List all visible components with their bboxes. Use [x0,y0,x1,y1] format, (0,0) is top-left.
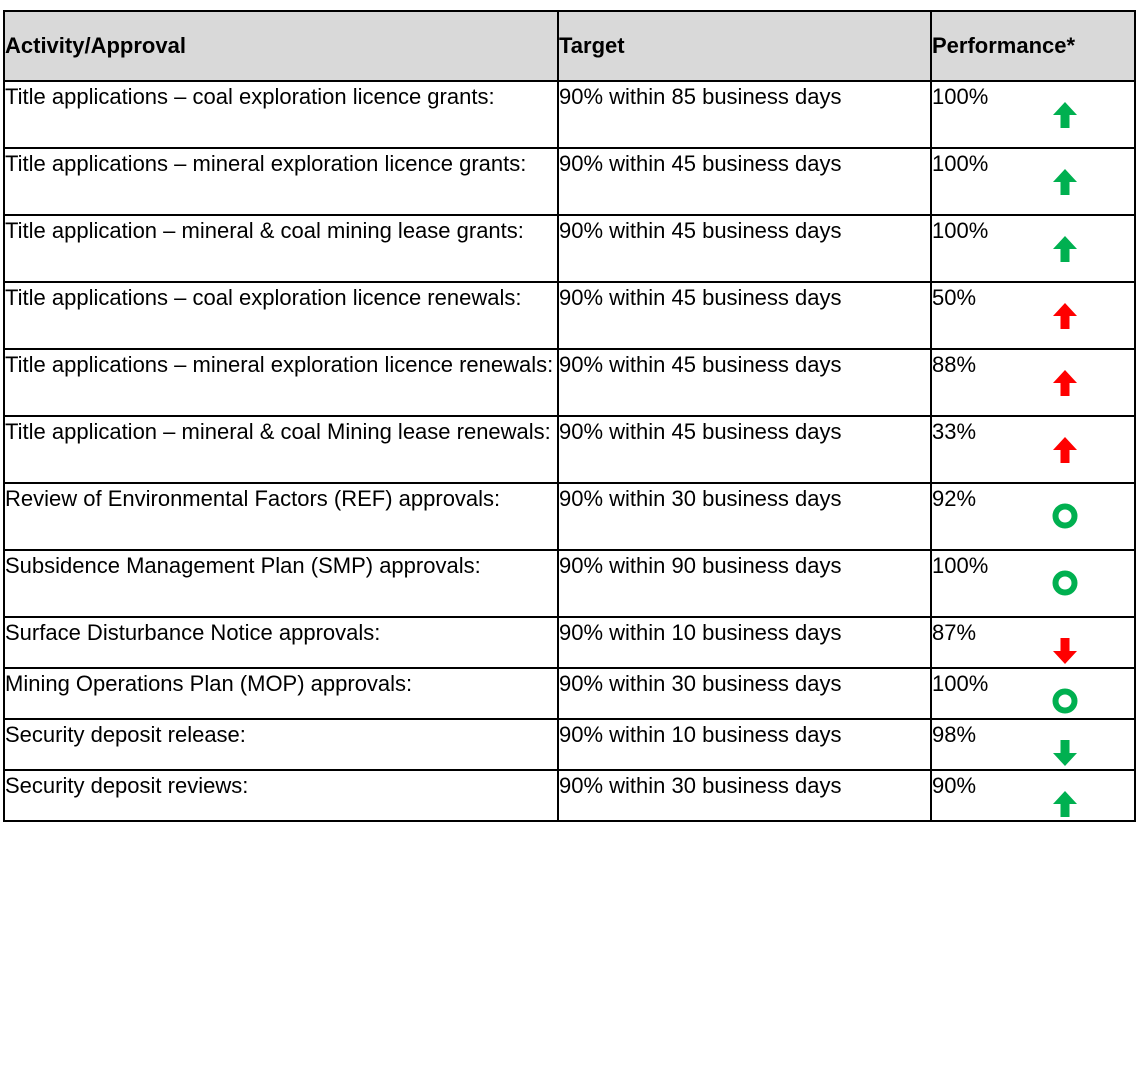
up-arrow-icon [1050,100,1080,130]
performance-cell [931,282,1135,349]
table-row [4,81,1135,148]
activity-cell: Title application – mineral & coal Mining lease renewals: [4,416,558,483]
performance-cell [931,416,1135,483]
activity-cell: Title applications – mineral exploration licence renewals: [4,349,558,416]
circle-icon [1050,569,1080,599]
performance-cell [931,617,1135,668]
table-row [4,349,1135,416]
performance-value: 90% [932,773,977,798]
header-activity: Activity/Approval [4,11,558,81]
performance-cell [931,719,1135,770]
table-row [4,719,1135,770]
target-cell: 90% within 45 business days [558,148,931,215]
target-cell: 90% within 45 business days [558,416,931,483]
table-row [4,215,1135,282]
performance-cell [931,215,1135,282]
activity-cell: Review of Environmental Factors (REF) approvals: [4,483,558,550]
header-target: Target [558,11,931,81]
performance-value: 50% [932,285,977,310]
circle-icon [1050,502,1080,532]
header-performance: Performance* [931,11,1135,81]
performance-cell [931,483,1135,550]
header-row [4,11,1135,81]
up-arrow-icon [1050,368,1080,398]
target-cell: 90% within 45 business days [558,215,931,282]
activity-cell: Title applications – coal exploration licence grants: [4,81,558,148]
performance-value: 100% [932,671,989,696]
performance-value: 100% [932,151,989,176]
performance-value: 88% [932,352,977,377]
table-row [4,550,1135,617]
activity-cell: Mining Operations Plan (MOP) approvals: [4,668,558,719]
table-row [4,282,1135,349]
activity-cell: Title application – mineral & coal mining lease grants: [4,215,558,282]
target-cell: 90% within 10 business days [558,617,931,668]
target-cell: 90% within 10 business days [558,719,931,770]
target-cell: 90% within 30 business days [558,770,931,821]
performance-cell [931,770,1135,821]
performance-value: 87% [932,620,977,645]
performance-value: 92% [932,486,977,511]
performance-value: 98% [932,722,977,747]
activity-cell: Security deposit reviews: [4,770,558,821]
activity-cell: Title applications – coal exploration licence renewals: [4,282,558,349]
performance-value: 100% [932,553,989,578]
table-row [4,617,1135,668]
target-cell: 90% within 30 business days [558,668,931,719]
performance-cell [931,550,1135,617]
table-row [4,416,1135,483]
up-arrow-icon [1050,301,1080,331]
up-arrow-icon [1050,234,1080,264]
table-row [4,668,1135,719]
table-row [4,770,1135,821]
table-row [4,483,1135,550]
down-arrow-icon [1050,636,1080,666]
performance-value: 100% [932,218,989,243]
table-row [4,148,1135,215]
performance-table [3,10,1136,822]
performance-value: 100% [932,84,989,109]
performance-cell [931,668,1135,719]
performance-cell [931,349,1135,416]
activity-cell: Security deposit release: [4,719,558,770]
down-arrow-icon [1050,738,1080,768]
target-cell: 90% within 30 business days [558,483,931,550]
performance-cell [931,81,1135,148]
up-arrow-icon [1050,167,1080,197]
target-cell: 90% within 45 business days [558,349,931,416]
performance-cell [931,148,1135,215]
target-cell: 90% within 45 business days [558,282,931,349]
target-cell: 90% within 85 business days [558,81,931,148]
activity-cell: Title applications – mineral exploration licence grants: [4,148,558,215]
circle-icon [1050,687,1080,717]
up-arrow-icon [1050,789,1080,819]
target-cell: 90% within 90 business days [558,550,931,617]
activity-cell: Subsidence Management Plan (SMP) approvals: [4,550,558,617]
activity-cell: Surface Disturbance Notice approvals: [4,617,558,668]
up-arrow-icon [1050,435,1080,465]
performance-value: 33% [932,419,977,444]
